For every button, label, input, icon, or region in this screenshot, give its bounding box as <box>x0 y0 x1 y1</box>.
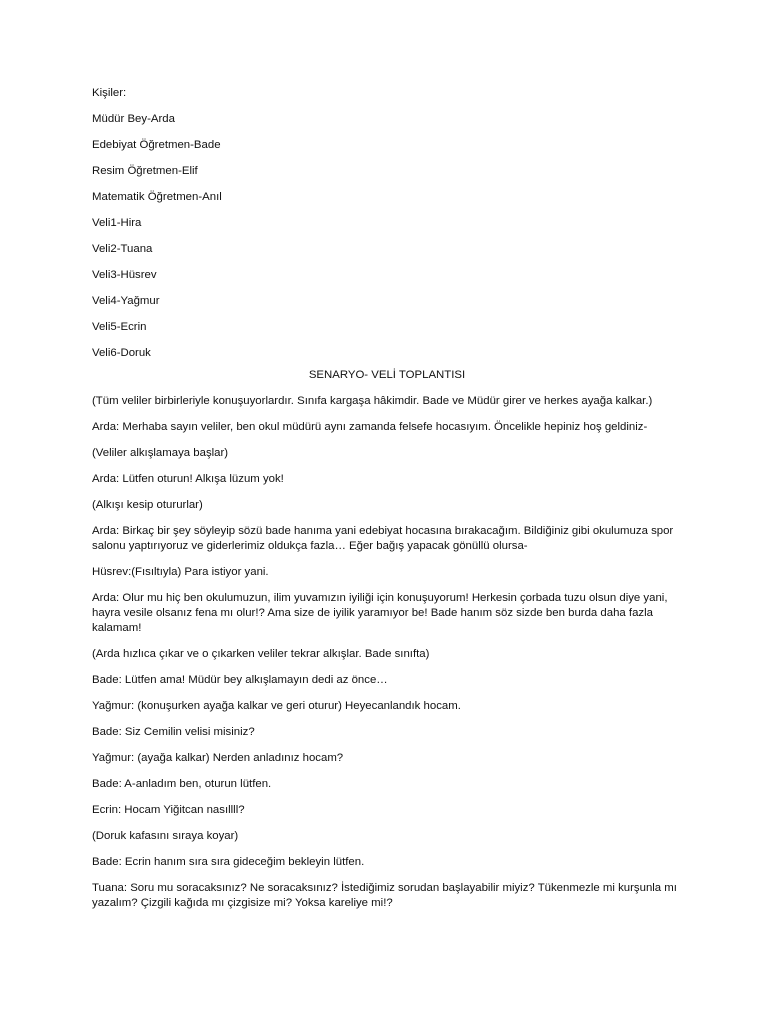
cast-heading: Kişiler: <box>92 87 127 99</box>
script-paragraph: Arda: Merhaba sayın veliler, ben okul müdürü aynı zamanda felsefe hocasıyım. Öncelikle hepiniz hoş geldiniz- <box>92 421 648 433</box>
script-paragraph: Ecrin: Hocam Yiğitcan nasıllll? <box>92 804 245 816</box>
script-paragraph: Yağmur: (ayağa kalkar) Nerden anladınız hocam? <box>92 752 344 764</box>
cast-item: Matematik Öğretmen-Anıl <box>92 191 222 203</box>
script-paragraph: (Arda hızlıca çıkar ve o çıkarken veliler tekrar alkışlar. Bade sınıfta) <box>92 648 430 660</box>
script-paragraph: (Tüm veliler birbirleriyle konuşuyorlardır. Sınıfa kargaşa hâkimdir. Bade ve Müdür girer ve herkes ayağa kalkar.) <box>92 395 653 407</box>
document-body <box>92 86 682 922</box>
cast-item: Veli5-Ecrin <box>92 321 147 333</box>
script-paragraph: Arda: Lütfen oturun! Alkışa lüzum yok! <box>92 473 284 485</box>
script-paragraph: Tuana: Soru mu soracaksınız? Ne soracaksınız? İstediğimiz sorudan başlayabilir miyiz? Tükenmezle mi kurşunla mı yazalım? Çizgili kağıda mı çizgisize mi? Yoksa kareliye mi!? <box>92 882 677 909</box>
cast-list <box>92 112 682 361</box>
script-paragraph: Hüsrev:(Fısıltıyla) Para istiyor yani. <box>92 566 269 578</box>
script-paragraph: Bade: A-anladım ben, oturun lütfen. <box>92 778 272 790</box>
script-paragraph: Arda: Birkaç bir şey söyleyip sözü bade hanıma yani edebiyat hocasına bırakacağım. Bildiğiniz gibi okulumuza spor salonu yaptırıyoruz ve giderlerimiz oldukça fazla… Eğer bağış yapacak gönüllü olursa- <box>92 525 674 552</box>
script-paragraph: Bade: Lütfen ama! Müdür bey alkışlamayın dedi az önce… <box>92 674 388 686</box>
script-paragraph: Arda: Olur mu hiç ben okulumuzun, ilim yuvamızın iyiliği için konuşuyorum! Herkesin çorbada tuzu olsun diye yani, hayra vesile olsanız fena mı olur!? Ama size de iyilik yaramıyor be! Bade hanım söz sizde ben burda daha fazla kalamam! <box>92 592 668 634</box>
cast-item: Veli6-Doruk <box>92 347 151 359</box>
script-paragraph: Bade: Ecrin hanım sıra sıra gideceğim bekleyin lütfen. <box>92 856 365 868</box>
script-paragraph: (Alkışı kesip otururlar) <box>92 499 203 511</box>
cast-item: Müdür Bey-Arda <box>92 113 175 125</box>
script-paragraph: Bade: Siz Cemilin velisi misiniz? <box>92 726 255 738</box>
cast-item: Resim Öğretmen-Elif <box>92 165 198 177</box>
cast-item: Veli4-Yağmur <box>92 295 160 307</box>
script-paragraph: (Veliler alkışlamaya başlar) <box>92 447 229 459</box>
cast-item: Veli2-Tuana <box>92 243 153 255</box>
script-paragraph: Yağmur: (konuşurken ayağa kalkar ve geri oturur) Heyecanlandık hocam. <box>92 700 461 712</box>
cast-item: Edebiyat Öğretmen-Bade <box>92 139 221 151</box>
script-paragraph: (Doruk kafasını sıraya koyar) <box>92 830 239 842</box>
script-title: SENARYO- VELİ TOPLANTISI <box>308 369 466 381</box>
cast-item: Veli1-Hira <box>92 217 142 229</box>
cast-item: Veli3-Hüsrev <box>92 269 157 281</box>
script-text <box>92 394 682 911</box>
